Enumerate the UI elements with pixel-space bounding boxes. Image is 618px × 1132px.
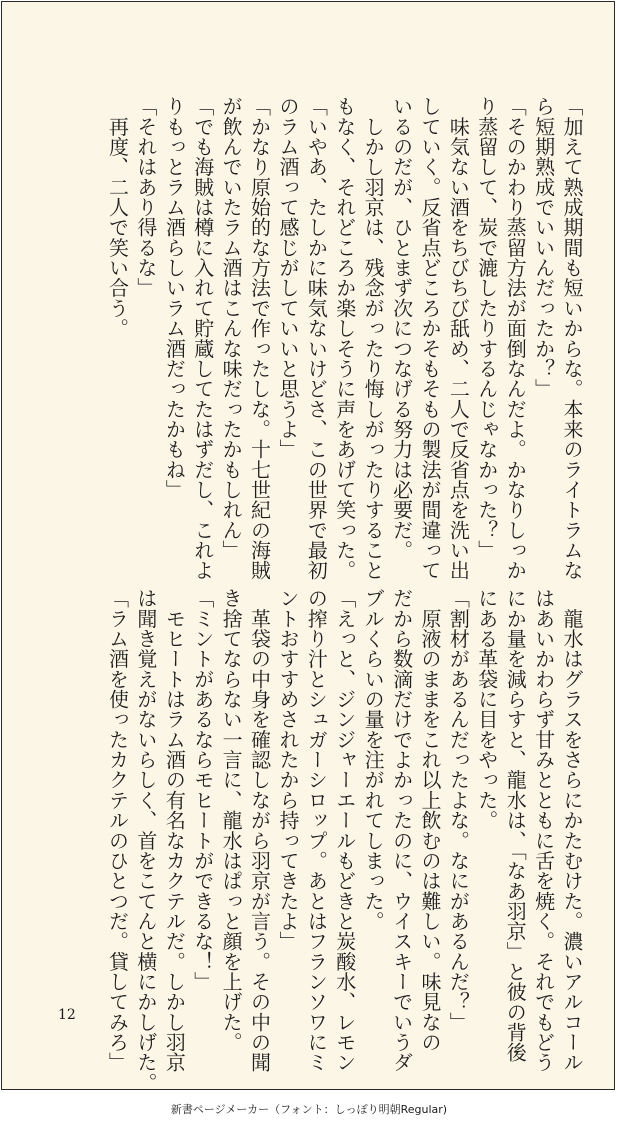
text-line: のラム酒って感じがしていいと思うよ」 [275,96,300,460]
text-line: だから数滴だけでよかったのに、ウイスキーでいうダ [389,588,414,1073]
text-line: 再度、二人で笑い合う。 [105,96,130,339]
text-line: もなく、それどころか楽しそうに声をあげて笑った。 [332,96,357,581]
text-line: 「加えて熟成期間も短いからな。本来のライトラムな [560,96,584,581]
text-line: 「そのかわり蒸留方法が面倒なんだよ。かなりしっか [503,96,528,581]
text-line: ブルくらいの量を注がれてしまった。 [361,588,386,932]
book-page [1,1,615,1093]
text-line: りもっとラム酒らしいラム酒だったかもね」 [162,96,187,500]
text-line: にか量を減らすと、龍水は、「なあ羽京」と彼の背後 [503,588,528,1063]
text-line: が飲んでいたラム酒はこんな味だったかもしれん」 [219,96,244,561]
text-line: 「かなり原始的な方法で作ったしな。十七世紀の海賊 [247,96,272,581]
text-line: ントおすすめされたから持ってきたよ」 [275,588,300,952]
text-block-bottom [103,588,586,1093]
footer-credit: 新書ページメーカー（フォント：しっぽり明朝Regular) [170,1103,448,1116]
text-line: していく。反省点どころかそもそもの製法が間違って [417,96,442,581]
text-line: モヒートはラム酒の有名なカクテルだ。しかし羽京 [162,588,187,1073]
text-line: 味気ない酒をちびちび舐め、二人で反省点を洗い出 [446,96,471,581]
text-line: はあいかわらず甘みとともに舌を焼く。それでもどう [531,588,556,1073]
text-line: 革袋の中身を確認しながら羽京が言う。その中の聞 [247,588,272,1073]
text-line: の搾り汁とシュガーシロップ。あとはフランソワにミ [304,588,329,1073]
text-line: 「ラム酒を使ったカクテルのひとつだ。貸してみろ」 [105,588,130,1073]
text-line: 「ミントがあるならモヒートができるな！」 [190,588,215,992]
text-line: き捨てならない一言に、龍水はぱっと顔を上げた。 [219,588,244,1053]
text-line: 「それはあり得るな」 [133,96,158,298]
text-line: ら短期熟成でいいんだったか？」 [531,96,556,399]
text-line: 龍水はグラスをさらにかたむけた。濃いアルコール [560,588,584,1073]
text-line: にある革袋に目をやった。 [474,588,499,831]
text-line: は聞き覚えがないらしく、首をこてんと横にかしげた。 [133,588,158,1093]
text-line: いるのだが、ひとまず次につなげる努力は必要だ。 [389,96,414,561]
text-line: 「でも海賊は樽に入れて貯蔵してたはずだし、これよ [190,96,215,581]
text-line: しかし羽京は、残念がったり悔しがったりすること [361,96,386,581]
page-number: 12 [58,1007,76,1023]
text-line: 「割材があるんだったよな。なにがあるんだ？」 [446,588,471,1032]
text-line: 原液のままをこれ以上飲むのは難しい。味見なの [417,588,442,1053]
text-line: り蒸留して、炭で漉したりするんじゃなかった？」 [474,96,499,561]
text-line: 「えっと、ジンジャーエールもどきと炭酸水、レモン [332,588,357,1073]
text-block-top [103,96,586,581]
text-line: 「いやあ、たしかに味気ないけどさ、この世界で最初 [304,96,329,581]
